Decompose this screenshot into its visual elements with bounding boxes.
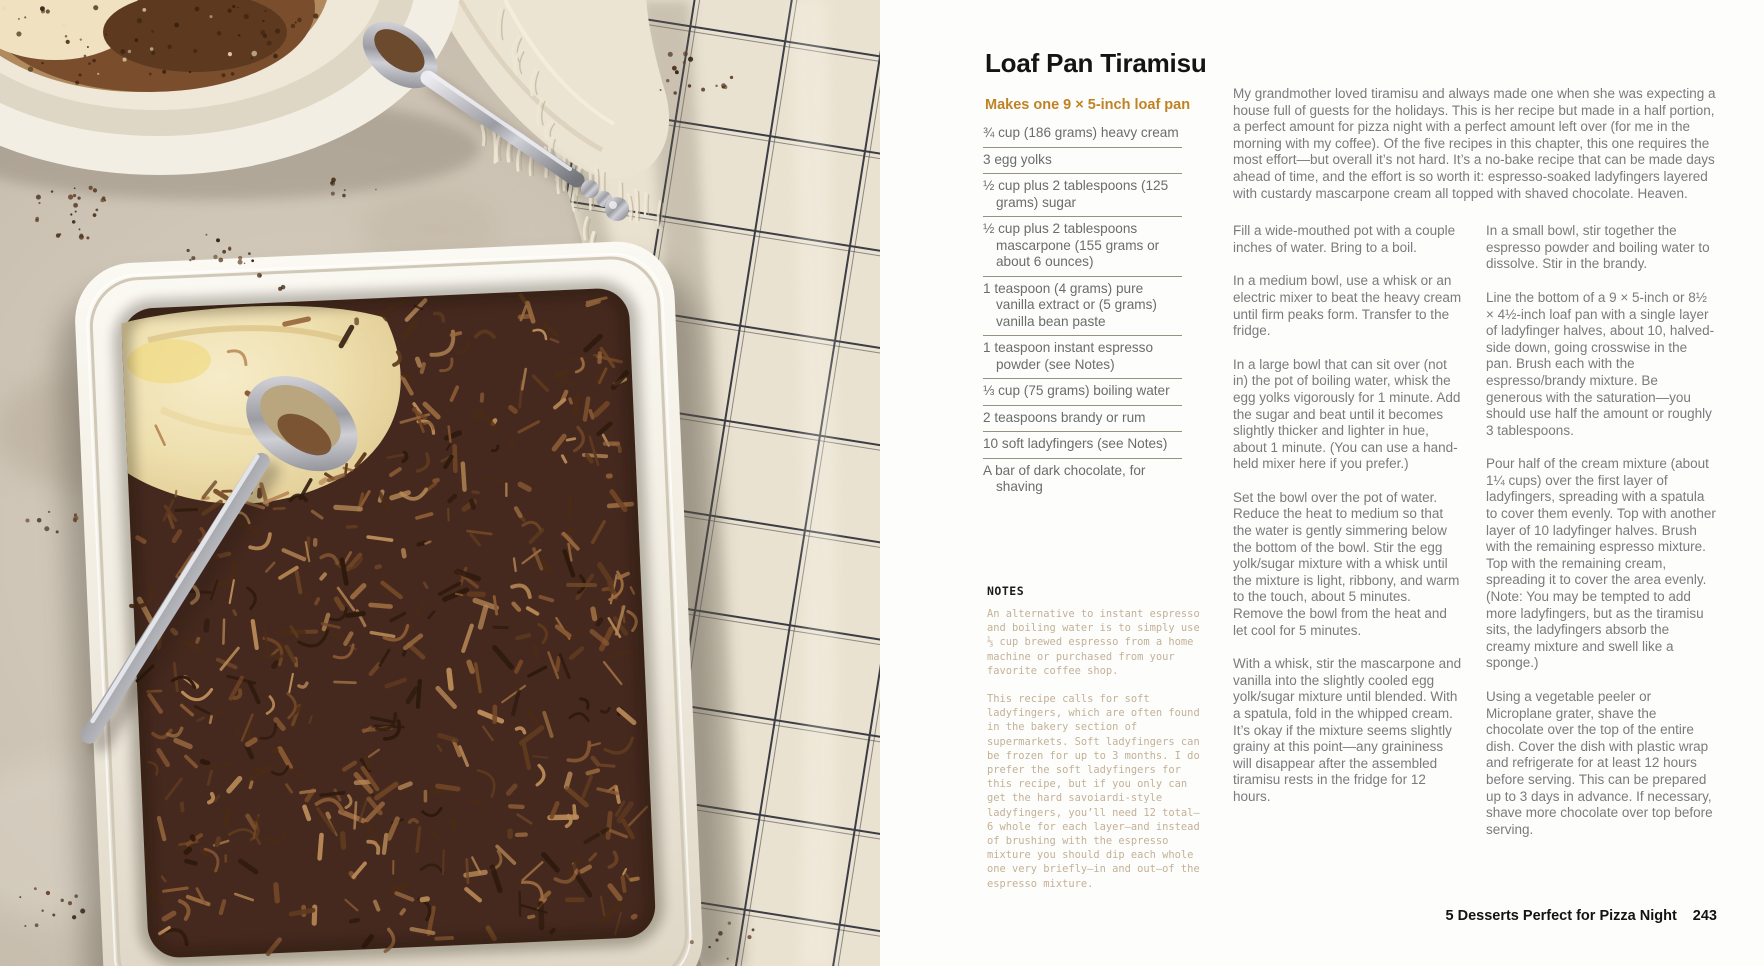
notes-heading: NOTES xyxy=(987,584,1025,598)
ingredient-item: ⅓ cup (75 grams) boiling water xyxy=(983,379,1182,406)
ingredient-item: ½ cup plus 2 tablespoons (125 grams) sugar xyxy=(983,174,1182,217)
ingredient-item: A bar of dark chocolate, for shaving xyxy=(983,462,1146,494)
ingredient-item: ¾ cup (186 grams) heavy cream xyxy=(983,121,1182,148)
step-paragraph: In a medium bowl, use a whisk or an electric mixer to beat the heavy cream until firm peaks form. Transfer to the fridge. xyxy=(1233,273,1462,339)
tiramisu-photo-illustration xyxy=(0,0,880,966)
step-paragraph: In a small bowl, stir together the espresso powder and boiling water to dissolve. Stir in the brandy. xyxy=(1486,223,1710,272)
instruction-columns xyxy=(1233,223,1717,855)
ingredient-item: 3 egg yolks xyxy=(983,148,1182,175)
steps-column-2 xyxy=(1486,223,1717,855)
notes-list xyxy=(987,607,1201,891)
note-paragraph: An alternative to instant espresso and boiling water is to simply use ⅓ cup brewed espresso from a home machine or purchased from your favorite coffee shop. xyxy=(987,608,1200,677)
chapter-title: 5 Desserts Perfect for Pizza Night xyxy=(1445,908,1677,924)
recipe-page xyxy=(880,0,1764,966)
recipe-yield: Makes one 9 × 5-inch loaf pan xyxy=(985,97,1191,113)
ingredient-item: 1 teaspoon instant espresso powder (see Notes) xyxy=(983,336,1182,379)
ingredient-item: ½ cup plus 2 tablespoons mascarpone (155 grams or about 6 ounces) xyxy=(983,217,1182,277)
step-paragraph: Line the bottom of a 9 × 5-inch or 8½ × 4½-inch loaf pan with a single layer of ladyfinger halves, about 10, halved-side down, going crosswise in the pan. Brush each with the espresso/brandy mixture. Be generous with the saturation—you should use half the amount or roughly 3 tablespoons. xyxy=(1486,289,1715,438)
step-paragraph: Fill a wide-mouthed pot with a couple inches of water. Bring to a boil. xyxy=(1233,223,1456,255)
recipe-title: Loaf Pan Tiramisu xyxy=(985,48,1207,78)
ingredient-list xyxy=(983,121,1182,501)
step-paragraph: Using a vegetable peeler or Microplane grater, shave the chocolate over the top of the entire dish. Cover the dish with plastic wrap and refrigerate for at least 12 hours before serving. This can be prepared up to 3 days in advance. If necessary, shave more chocolate over top before serving. xyxy=(1486,689,1713,837)
ingredient-item: 1 teaspoon (4 grams) pure vanilla extract or (5 grams) vanilla bean paste xyxy=(983,277,1182,337)
page-footer xyxy=(1446,908,1717,924)
step-paragraph: With a whisk, stir the mascarpone and vanilla into the slightly cooled egg yolk/sugar mixture until blended. With a spatula, fold in the whipped cream. It’s okay if the mixture seems slightly grainy at this point—any graininess will disappear after the assembled tiramisu rests in the fridge for 12 hours. xyxy=(1233,656,1462,804)
recipe-body xyxy=(1233,86,1717,855)
ingredient-item: 2 teaspoons brandy or rum xyxy=(983,406,1182,433)
note-paragraph: This recipe calls for soft ladyfingers, which are often found in the bakery section of supermarkets. Soft ladyfingers can be frozen for up to 3 months. I do prefer the soft ladyfingers for this recipe, but if you only can get the hard savoiardi-style ladyfingers, you’ll need 12 total—6 whole for each layer—and instead of brushing with the espresso mixture you should dip each whole one very briefly—in and out—of the espresso mixture. xyxy=(987,693,1200,890)
page-number: 243 xyxy=(1692,908,1717,924)
intro-paragraph: My grandmother loved tiramisu and always made one when she was expecting a house full of guests for the holidays. This is her recipe but made in a half portion, a perfect amount for pizza night with a perfect amount left over (for me in the morning with my coffee). Of the five recipes in this chapter, this one requires the most effort—but overall it’s not hard. It’s a no-bake recipe that can be made days ahead of time, and the effort is so worth it: espresso-soaked ladyfingers layered with custardy mascarpone cream all topped with shaved chocolate. Heaven. xyxy=(1233,86,1716,201)
steps-column-1 xyxy=(1233,223,1464,855)
step-paragraph: In a large bowl that can sit over (not in) the pot of boiling water, whisk the egg yolks vigorously for 1 minute. Add the sugar and beat until it becomes slightly thicker and lighter in hue, about 1 minute. (You can use a hand-held mixer here if you prefer.) xyxy=(1233,356,1461,472)
ingredient-item: 10 soft ladyfingers (see Notes) xyxy=(983,432,1182,459)
tiramisu-photo xyxy=(0,0,880,966)
step-paragraph: Set the bowl over the pot of water. Reduce the heat to medium so that the water is gently simmering below the bottom of the bowl. Stir the egg yolk/sugar mixture with a whisk until the mixture is light, ribbony, and warm to the touch, about 5 minutes. Remove the bowl from the heat and let cool for 5 minutes. xyxy=(1233,489,1460,638)
step-paragraph: Pour half of the cream mixture (about 1¼ cups) over the first layer of ladyfingers, spreading with a spatula to cover them evenly. Top with another layer of 10 ladyfinger halves. Brush with the remaining espresso mixture. Top with the remaining cream, spreading it to cover the area evenly. (Note: You may be tempted to add more ladyfingers, but as the tiramisu sits, the ladyfingers absorb the creamy mixture and swell like a sponge.) xyxy=(1486,456,1716,671)
loaf-pan xyxy=(55,238,730,966)
notes-section xyxy=(987,584,1201,905)
